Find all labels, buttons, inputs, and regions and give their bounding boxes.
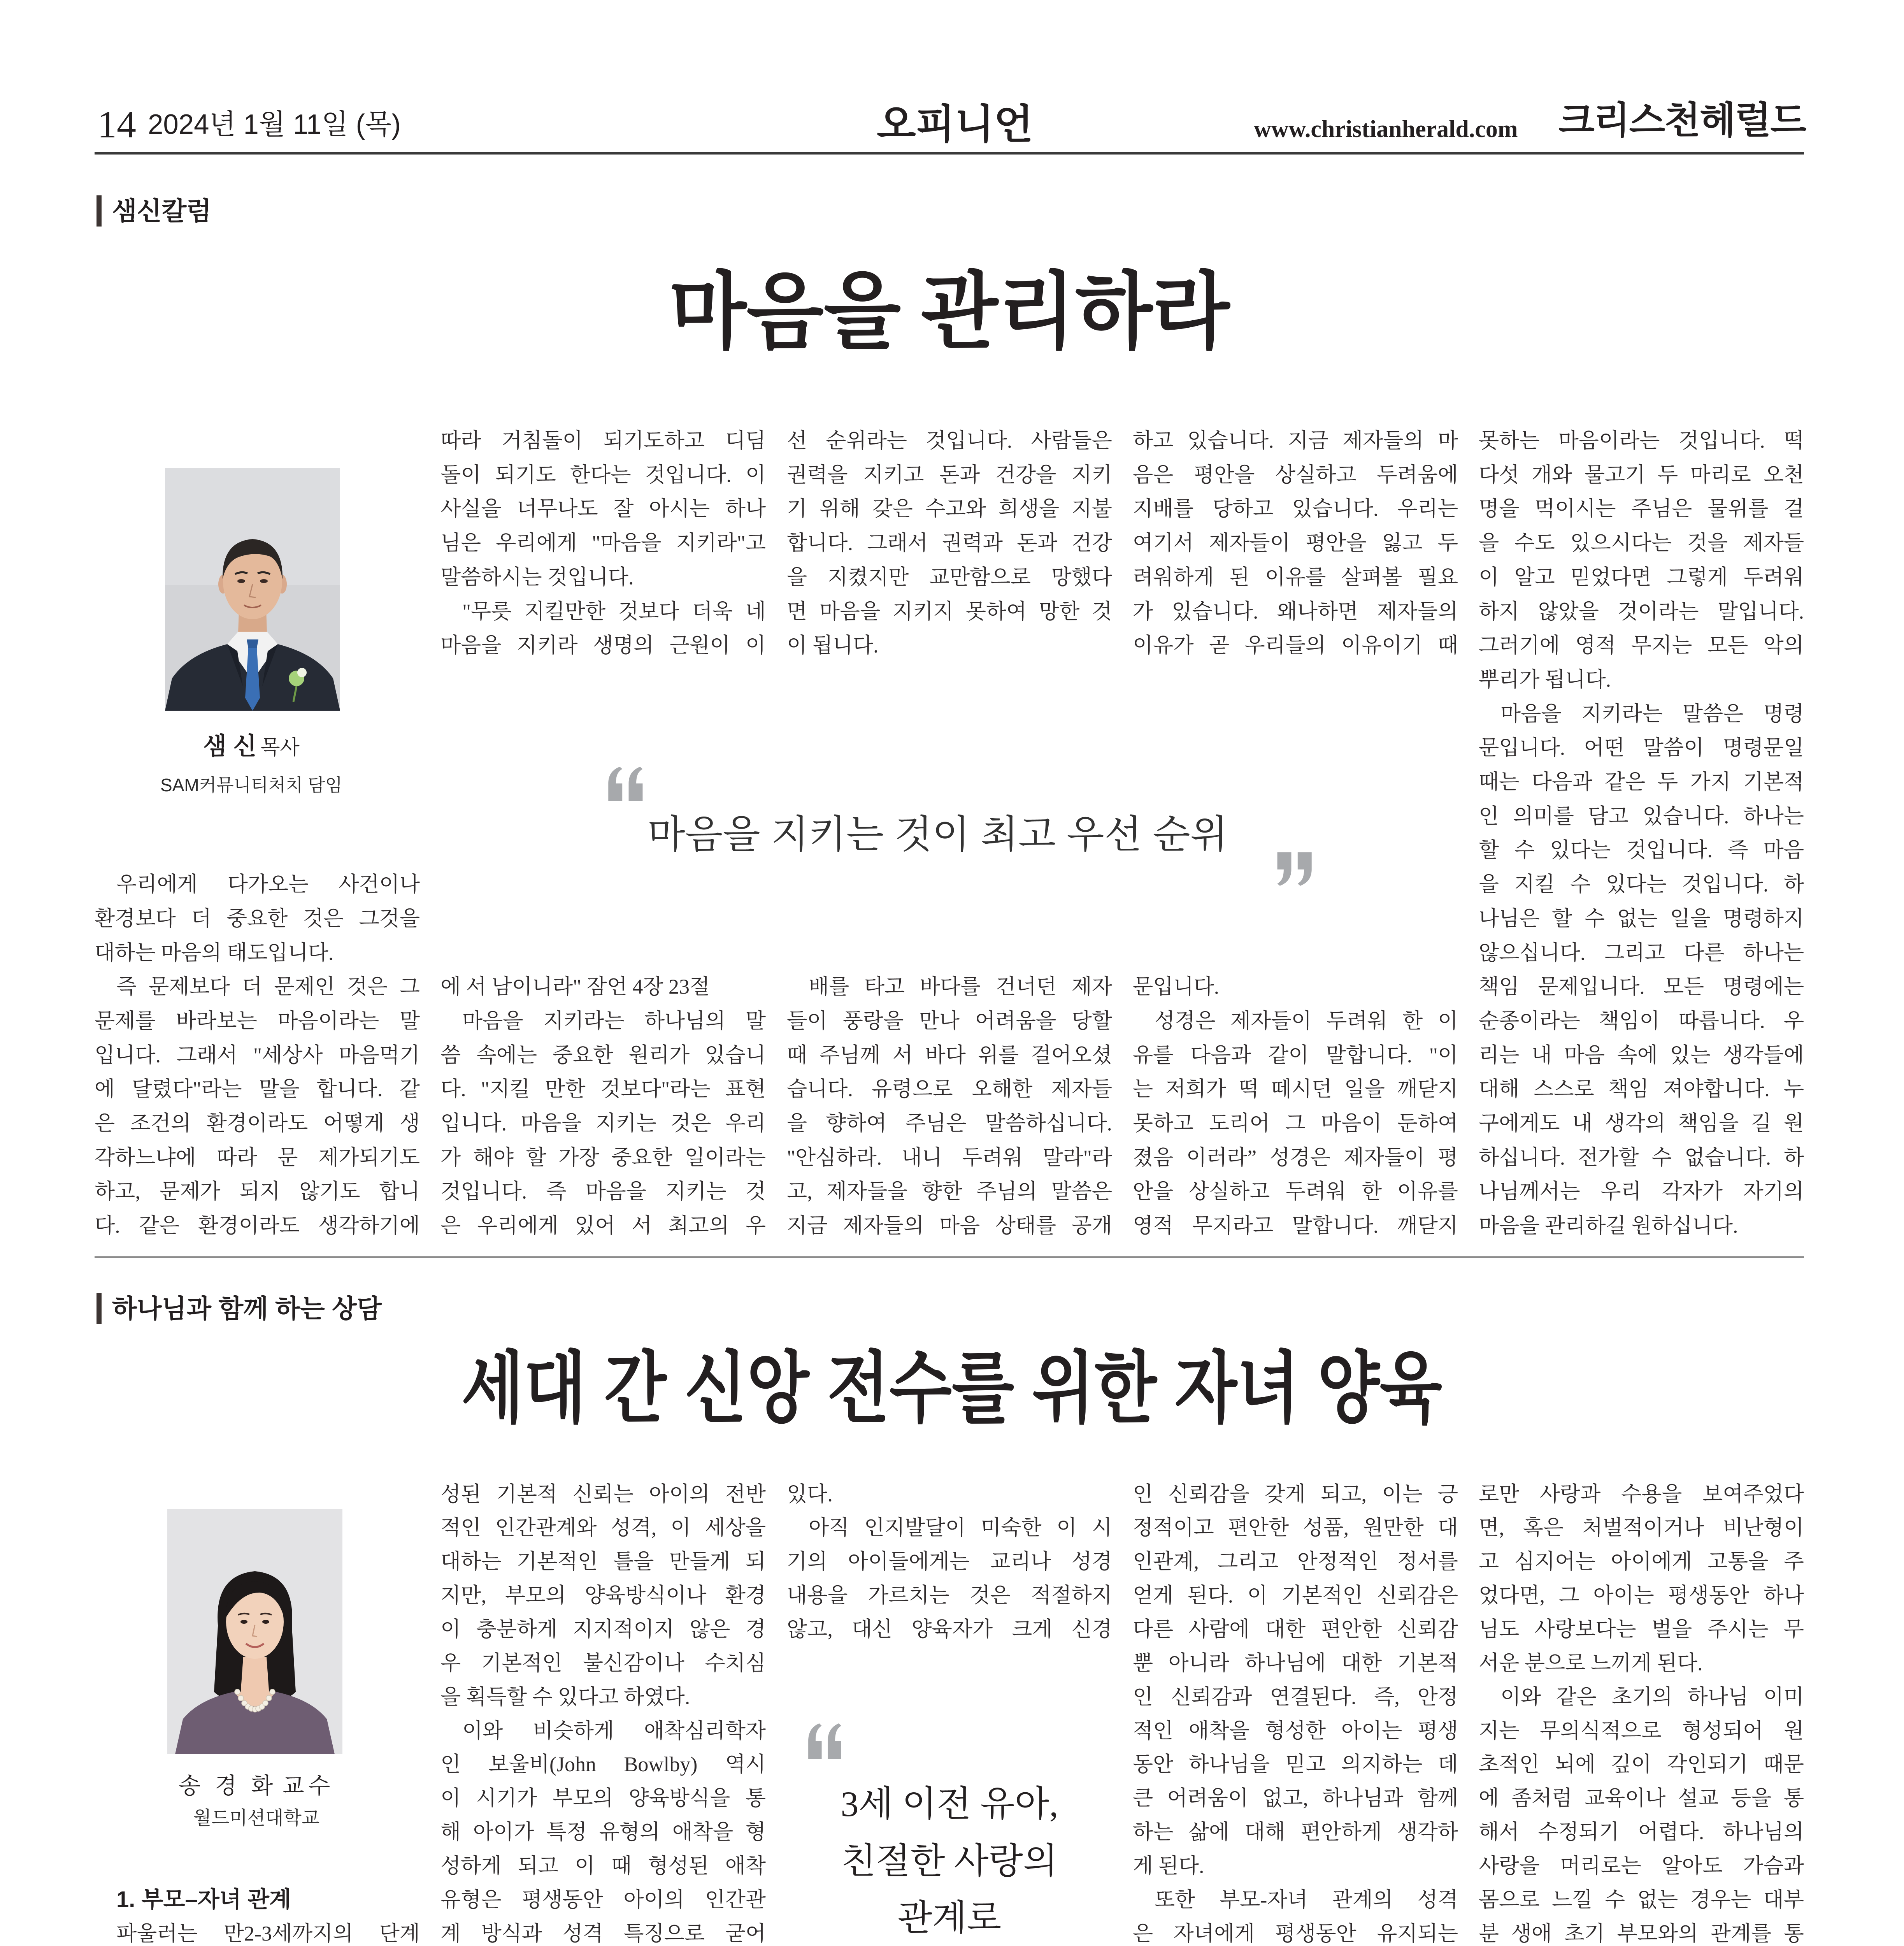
text-line: 이 충분하게 지지적이지 않은 경 (440, 1617, 766, 1641)
text-line: 은 조건의 환경이라도 어떻게 생 (95, 1112, 420, 1135)
text-line: 권력을 지키고 돈과 건강을 지키 (787, 463, 1112, 486)
text-line: 우리에게 다가오는 사건이나 (116, 873, 420, 896)
paragraph (440, 595, 766, 663)
text-line: 않고, 대신 양육자가 크게 신경 (787, 1617, 1112, 1641)
text-line: 가 있습니다. 왜나하면 제자들의 (1133, 599, 1458, 623)
text-line: 을 수도 있으시다는 것을 제자들 (1479, 531, 1804, 555)
text-column-3-bottom (787, 970, 1112, 1243)
text-line: 이 알고 믿었다면 그렇게 두려워 (1479, 565, 1804, 589)
text-line: 대하는 기본적인 틀을 만들게 되 (440, 1550, 766, 1574)
text-line: 성하게 되고 이 때 형성된 애착 (440, 1854, 766, 1878)
paragraph (1479, 697, 1804, 1243)
text-line: 로만 사랑과 수용을 보여주었다 (1479, 1482, 1804, 1506)
author-byline (140, 1770, 373, 1802)
text-line: 이와 비슷하게 애착심리학자 (462, 1719, 766, 1742)
text-column-3-top (787, 424, 1112, 663)
text-line: 이와 같은 초기의 하나님 이미 (1500, 1685, 1804, 1709)
article-title: 세대 간 신앙 전수를 위한 자녀 양육 (462, 1345, 1442, 1432)
author-photo (165, 468, 340, 711)
text-line: 명을 먹이시는 주님은 물위를 걸 (1479, 497, 1804, 521)
text-line: 동안 하나님을 믿고 의지하는 데 (1133, 1753, 1458, 1776)
text-line: 아직 인지발달이 미숙한 이 시 (809, 1516, 1112, 1540)
text-line: 씀 속에는 중요한 원리가 있습니 (440, 1043, 766, 1067)
text-line: 대해 스스로 책임 져야합니다. 누 (1479, 1077, 1804, 1101)
text-line: 면 마음을 지키지 못하여 망한 것 (787, 599, 1112, 623)
paragraph (1133, 1477, 1458, 1883)
text-line: 뿐 아니라 하나님에 대한 기본적 (1133, 1651, 1458, 1675)
pull-quote (790, 1776, 1109, 1946)
article-title: 마음을 관리하라 (669, 266, 1230, 359)
text-line: 사실을 너무나도 잘 아시는 하나 (440, 497, 766, 521)
text-line: 인 보울비(John Bowlby) 역시 (440, 1753, 766, 1776)
text-line: 인 신뢰감과 연결된다. 즉, 안정 (1133, 1685, 1458, 1709)
text-line: 나님은 할 수 없는 일을 명령하지 (1479, 906, 1804, 930)
text-column-1 (95, 868, 420, 1243)
text-line: 지는 무의식적으로 형성되어 원 (1479, 1719, 1804, 1742)
text-line: 책임 문제입니다. 모든 명령에는 (1479, 975, 1804, 999)
text-line: 이 시기가 부모의 양육방식을 통 (440, 1786, 766, 1810)
text-line: 파울러는 만2-3세까지의 단계 (116, 1921, 420, 1945)
text-line: 다. "지킬 만한 것보다"라는 표현 (440, 1077, 766, 1101)
author-photo (167, 1509, 342, 1754)
text-line: 기 위해 갖은 수고와 희생을 지불 (787, 497, 1112, 521)
text-line: 사랑을 머리로는 알아도 가슴과 (1479, 1854, 1804, 1878)
text-line: 못하는 마음이라는 것입니다. 떡 (1479, 429, 1804, 452)
text-line: 정적이고 편안한 성품, 원만한 대 (1133, 1516, 1458, 1540)
text-line: 것입니다. 즉 마음을 지키는 것 (440, 1180, 766, 1203)
author-affiliation: SAM커뮤니티처치 담임 (160, 775, 342, 795)
text-line: 순종이라는 책임이 따릅니다. 우 (1479, 1009, 1804, 1033)
text-line: 고 심지어는 아이에게 고통을 주 (1479, 1550, 1804, 1574)
article-divider (95, 1256, 1804, 1258)
text-line: 나님께서는 우리 각자가 자기의 (1479, 1180, 1804, 1203)
text-line: 하지 않았을 것이라는 말입니다. (1479, 599, 1804, 623)
paragraph (787, 1477, 1112, 1511)
text-line: 지배를 당하고 있습니다. 우리는 (1133, 497, 1458, 521)
text-line: 각하느냐에 따라 문 제가되기도 (95, 1145, 420, 1169)
text-line: 하십니다. 전가할 수 없습니다. 하 (1479, 1145, 1804, 1169)
text-line: 인관계, 그리고 안정적인 정서를 (1133, 1550, 1458, 1574)
text-line: 하고 있습니다. 지금 제자들의 마 (1133, 429, 1458, 452)
subsection-heading: 1. 부모–자녀 관계 (116, 1886, 291, 1912)
paragraph (440, 1714, 766, 1946)
paragraph (440, 1004, 766, 1243)
text-line: 할 수 있다는 것입니다. 즉 마음 (1479, 838, 1804, 862)
text-line: 해 아이가 특정 유형의 애착을 형 (440, 1820, 766, 1844)
text-line: 은 자녀에게 평생동안 유지되는 (1133, 1921, 1458, 1945)
text-line: 는 저희가 떡 떼시던 일을 깨닫지 (1133, 1077, 1458, 1101)
text-line: 습니다. 유령으로 오해한 제자들 (787, 1077, 1112, 1101)
paragraph (440, 424, 766, 595)
text-line: 내용을 가르치는 것은 적절하지 (787, 1584, 1112, 1607)
text-line: 환경보다 더 중요한 것은 그것을 (95, 906, 420, 930)
text-column-5 (1479, 1477, 1804, 1946)
paragraph (787, 424, 1112, 663)
text-line: 계 방식과 성격 특징으로 굳어 (440, 1921, 766, 1945)
text-line: 입니다. 마음을 지키는 것은 우리 (440, 1112, 766, 1135)
text-line: 돌이 되기도 한다는 것입니다. 이 (440, 463, 766, 486)
text-line: "안심하라. 내니 두려워 말라"라 (787, 1145, 1112, 1169)
author-byline (135, 731, 368, 768)
text-line: 않으십니다. 그리고 다른 하나는 (1479, 941, 1804, 964)
text-line: 때는 다음과 같은 두 가지 기본적 (1479, 770, 1804, 794)
text-line: 을 획득할 수 있다고 하였다. (440, 1685, 690, 1709)
text-line: 영적 무지라고 말합니다. 깨닫지 (1133, 1214, 1458, 1238)
pull-quote-line: 친절한 사랑의 (841, 1841, 1058, 1881)
paragraph (95, 970, 420, 1243)
text-line: 따라 거침돌이 되기도하고 디딤 (440, 429, 766, 452)
text-line: 적인 애착을 형성한 아이는 평생 (1133, 1719, 1458, 1742)
section-label: 하나님과 함께 하는 상담 (112, 1294, 382, 1323)
text-line: 었다면, 그 아이는 평생동안 하나 (1479, 1584, 1804, 1607)
paragraph (95, 1917, 420, 1946)
text-line: 고, 제자들을 향한 주님의 말씀은 (787, 1180, 1112, 1203)
text-line: 유형은 평생동안 아이의 인간관 (440, 1888, 766, 1911)
text-line: 기의 아이들에게는 교리나 성경 (787, 1550, 1112, 1574)
paragraph (1133, 970, 1458, 1004)
text-line: 대하는 마음의 태도입니다. (95, 941, 334, 964)
text-line: 우 기본적인 불신감이나 수치심 (440, 1651, 766, 1675)
text-line: 하고, 문제가 되지 않기도 합니 (95, 1180, 420, 1203)
paragraph (440, 1477, 766, 1714)
text-line: 은 우리에게 있어 서 최고의 우 (440, 1214, 766, 1238)
section-label: 샘신칼럼 (112, 197, 212, 225)
section-label-bar (97, 195, 102, 227)
pull-quote-line: 3세 이전 유아, (841, 1784, 1058, 1824)
text-line: 말씀하시는 것입니다. (440, 565, 634, 589)
text-line: 하는 삶에 대해 편안하게 생각하 (1133, 1820, 1458, 1844)
text-line: 마음을 지키라는 하나님의 말 (462, 1009, 766, 1033)
section-title: 오피니언 (877, 102, 1033, 147)
text-line: 입니다. 그래서 "세상사 마음먹기 (95, 1043, 420, 1067)
page-number: 14 (97, 103, 136, 146)
text-line: 때 주님께 서 바다 위를 걸어오셨 (787, 1043, 1112, 1067)
text-column-4-bottom (1133, 970, 1458, 1243)
text-line: 에 달렸다"라는 말을 합니다. 같 (95, 1077, 420, 1101)
author-role: 목사 (260, 736, 300, 759)
text-line: 문입니다. (1133, 975, 1220, 999)
open-quote-icon (807, 1723, 844, 1759)
text-column-2-bottom (440, 970, 766, 1243)
text-line: 합니다. 그래서 권력과 돈과 건강 (787, 531, 1112, 555)
text-line: 들이 풍랑을 만나 어려움을 당할 (787, 1009, 1112, 1033)
text-column-1 (95, 1883, 420, 1946)
text-line: 을 지켰지만 교만함으로 망했다 (787, 565, 1112, 589)
author-name: 송 경 화 (179, 1773, 277, 1798)
text-line: 서운 분으로 느끼게 된다. (1479, 1651, 1703, 1675)
text-line: 다. 같은 환경이라도 생각하기에 (95, 1214, 420, 1238)
text-line: 리는 내 마음 속에 있는 생각들에 (1479, 1043, 1804, 1067)
paragraph (787, 1511, 1112, 1646)
text-line: 성된 기본적 신뢰는 아이의 전반 (440, 1482, 766, 1506)
text-line: 큰 어려움이 없고, 하나님과 함께 (1133, 1786, 1458, 1810)
paragraph (1133, 1004, 1458, 1243)
paragraph (1479, 424, 1804, 697)
text-line: 성경은 제자들이 두려워 한 이 (1155, 1009, 1458, 1033)
paragraph (1479, 1477, 1804, 1680)
pull-quote-line: 관계로 (897, 1898, 1002, 1938)
text-line: 그러기에 영적 무지는 모든 악의 (1479, 634, 1804, 657)
text-line: 초적인 뇌에 깊이 각인되기 때문 (1479, 1753, 1804, 1776)
text-line: 가 해야 할 가장 중요한 일이라는 (440, 1145, 766, 1169)
author-role: 교수 (282, 1773, 334, 1798)
text-line: 유를 다음과 같이 말합니다. "이 (1133, 1043, 1458, 1067)
text-line: 선 순위라는 것입니다. 사람들은 (787, 429, 1112, 452)
text-line: 여기서 제자들이 평안을 잃고 두 (1133, 531, 1458, 555)
text-line: 뿌리가 됩니다. (1479, 667, 1611, 691)
text-line: 있다. (787, 1482, 833, 1506)
text-column-2 (440, 1477, 766, 1946)
text-line: 해서 수정되기 어렵다. 하나님의 (1479, 1820, 1804, 1844)
text-line: 못하고 도리어 그 마음이 둔하여 (1133, 1112, 1458, 1135)
text-line: 또한 부모-자녀 관계의 성격 (1155, 1888, 1458, 1911)
text-line: 얻게 된다. 이 기본적인 신뢰감은 (1133, 1584, 1458, 1607)
text-line: 인 의미를 담고 있습니다. 하나는 (1479, 804, 1804, 828)
paragraph (1133, 1883, 1458, 1946)
paragraph (1479, 1680, 1804, 1946)
paragraph (1133, 424, 1458, 663)
text-line: 문입니다. 어떤 말씀이 명령문일 (1479, 736, 1804, 760)
text-line: 을 향하여 주님은 말씀하십니다. (787, 1112, 1112, 1135)
text-line: 분 생애 초기 부모와의 관계를 통 (1479, 1921, 1804, 1945)
text-line: 려워하게 된 이유를 살펴볼 필요 (1133, 565, 1458, 589)
text-line: 다른 사람에 대한 편안한 신뢰감 (1133, 1617, 1458, 1641)
text-line: 면, 혹은 처벌적이거나 비난형이 (1479, 1516, 1804, 1540)
text-line: 몸으로 느낄 수 없는 경우는 대부 (1479, 1888, 1804, 1911)
text-line: 이 됩니다. (787, 634, 879, 657)
text-line: 즉 문제보다 더 문제인 것은 그 (116, 975, 420, 999)
text-line: 에 서 남이니라" 잠언 4장 23절 (440, 975, 710, 999)
text-line: 을 지킬 수 있다는 것입니다. 하 (1479, 873, 1804, 896)
website-link[interactable]: www.christianherald.com (1254, 116, 1518, 142)
text-line: "무릇 지킬만한 것보다 더욱 네 (462, 599, 766, 623)
text-line: 인 신뢰감을 갖게 되고, 이는 긍 (1133, 1482, 1458, 1506)
open-quote-icon (607, 767, 645, 801)
text-line: 졌음 이러라” 성경은 제자들이 평 (1133, 1145, 1458, 1169)
paragraph (440, 970, 766, 1004)
text-line: 음은 평안을 상실하고 두려움에 (1133, 463, 1458, 486)
text-column-3-top (787, 1477, 1112, 1646)
header-rule (95, 152, 1804, 155)
text-column-4-top (1133, 424, 1458, 663)
paragraph (95, 868, 420, 970)
text-line: 안을 상실하고 두려워 한 이유를 (1133, 1180, 1458, 1203)
section-label-bar (97, 1293, 102, 1324)
text-line: 구에게도 내 생각의 책임을 길 원 (1479, 1112, 1804, 1135)
text-column-5 (1479, 424, 1804, 1243)
close-quote-icon (1275, 852, 1313, 886)
text-line: 마음을 지키라 생명의 근원이 이 (440, 634, 766, 657)
masthead-logo: 크리스천헤럴드 (1558, 100, 1806, 141)
text-line: 게 된다. (1133, 1854, 1204, 1878)
text-line: 마음을 관리하길 원하십니다. (1479, 1214, 1738, 1238)
author-name: 샘 신 (203, 733, 257, 760)
text-line: 다섯 개와 물고기 두 마리로 오천 (1479, 463, 1804, 486)
text-column-2-top (440, 424, 766, 663)
text-line: 님도 사랑보다는 벌을 주시는 무 (1479, 1617, 1804, 1641)
text-line: 지만, 부모의 양육방식이나 환경 (440, 1584, 766, 1607)
text-line: 이유가 곧 우리들의 이유이기 때 (1133, 634, 1458, 657)
text-column-4 (1133, 1477, 1458, 1946)
text-line: 님은 우리에게 "마음을 지키라"고 (440, 531, 766, 555)
text-line: 적인 인간관계와 성격, 이 세상을 (440, 1516, 766, 1540)
author-affiliation: 월드미션대학교 (193, 1808, 320, 1828)
text-line: 문제를 바라보는 마음이라는 말 (95, 1009, 420, 1033)
paragraph (787, 970, 1112, 1243)
text-line: 지금 제자들의 마음 상태를 공개 (787, 1214, 1112, 1238)
text-line: 마음을 지키라는 말씀은 명령 (1500, 702, 1804, 725)
pull-quote: 마음을 지키는 것이 최고 우선 순위 (648, 813, 1228, 856)
text-line: 에 좀처럼 교육이나 설교 등을 통 (1479, 1786, 1804, 1810)
issue-date: 2024년 1월 11일 (목) (148, 109, 401, 140)
text-line: 배를 타고 바다를 건너던 제자 (809, 975, 1112, 999)
